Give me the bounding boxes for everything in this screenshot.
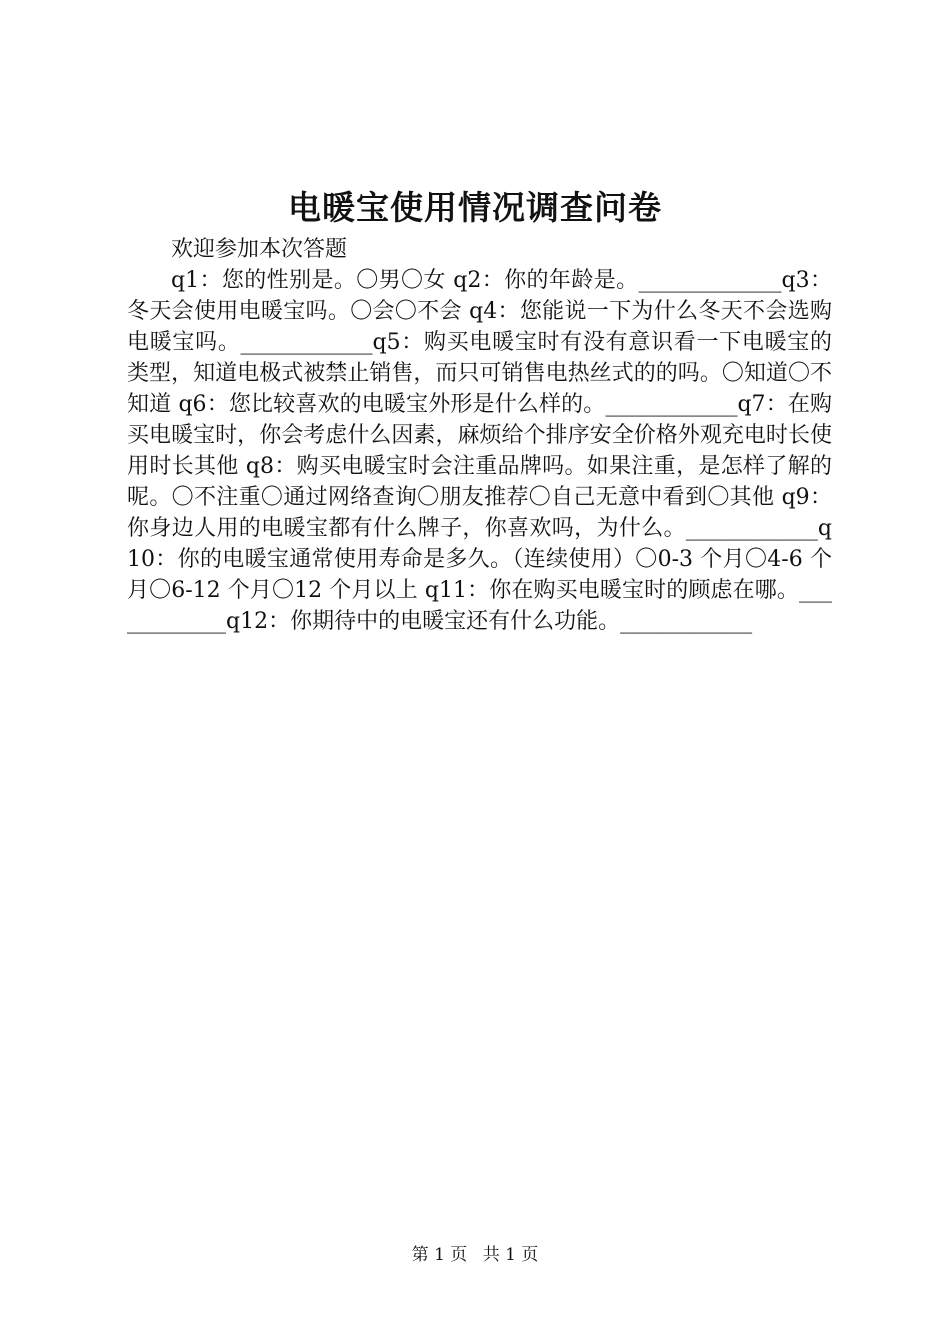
document-title: 电暖宝使用情况调查问卷	[288, 188, 662, 227]
page-footer	[0, 1243, 950, 1267]
page-number: 第 1 页	[411, 1245, 468, 1265]
page-total: 共 1 页	[482, 1245, 539, 1265]
document-body	[127, 234, 832, 637]
questionnaire-paragraph: q1：您的性别是。〇男〇女 q2：你的年龄是。_____________q3：冬天会使用电暖宝吗。〇会〇不会 q4：您能说一下为什么冬天不会选购电暖宝吗。____________q5：购买电暖宝时有没有意识看一下电暖宝的类型，知道电极式被禁止销售，而只可销售电热丝式的的吗。〇知道〇不知道 q6：您比较喜欢的电暖宝外形是什么样的。____________q7：在购买电暖宝时，你会考虑什么因素，麻烦给个排序安全价格外观充电时长使用时长其他 q8：购买电暖宝时会注重品牌吗。如果注重，是怎样了解的呢。〇不注重〇通过网络查询〇朋友推荐〇自己无意中看到〇其他 q9：你身边人用的电暖宝都有什么牌子，你喜欢吗，为什么。____________q10：你的电暖宝通常使用寿命是多久。（连续使用）〇0-3 个月〇4-6 个月〇6-12 个月〇12 个月以上 q11：你在购买电暖宝时的顾虑在哪。____________q12：你期待中的电暖宝还有什么功能。____________	[127, 268, 832, 634]
intro-paragraph: 欢迎参加本次答题	[171, 237, 348, 262]
